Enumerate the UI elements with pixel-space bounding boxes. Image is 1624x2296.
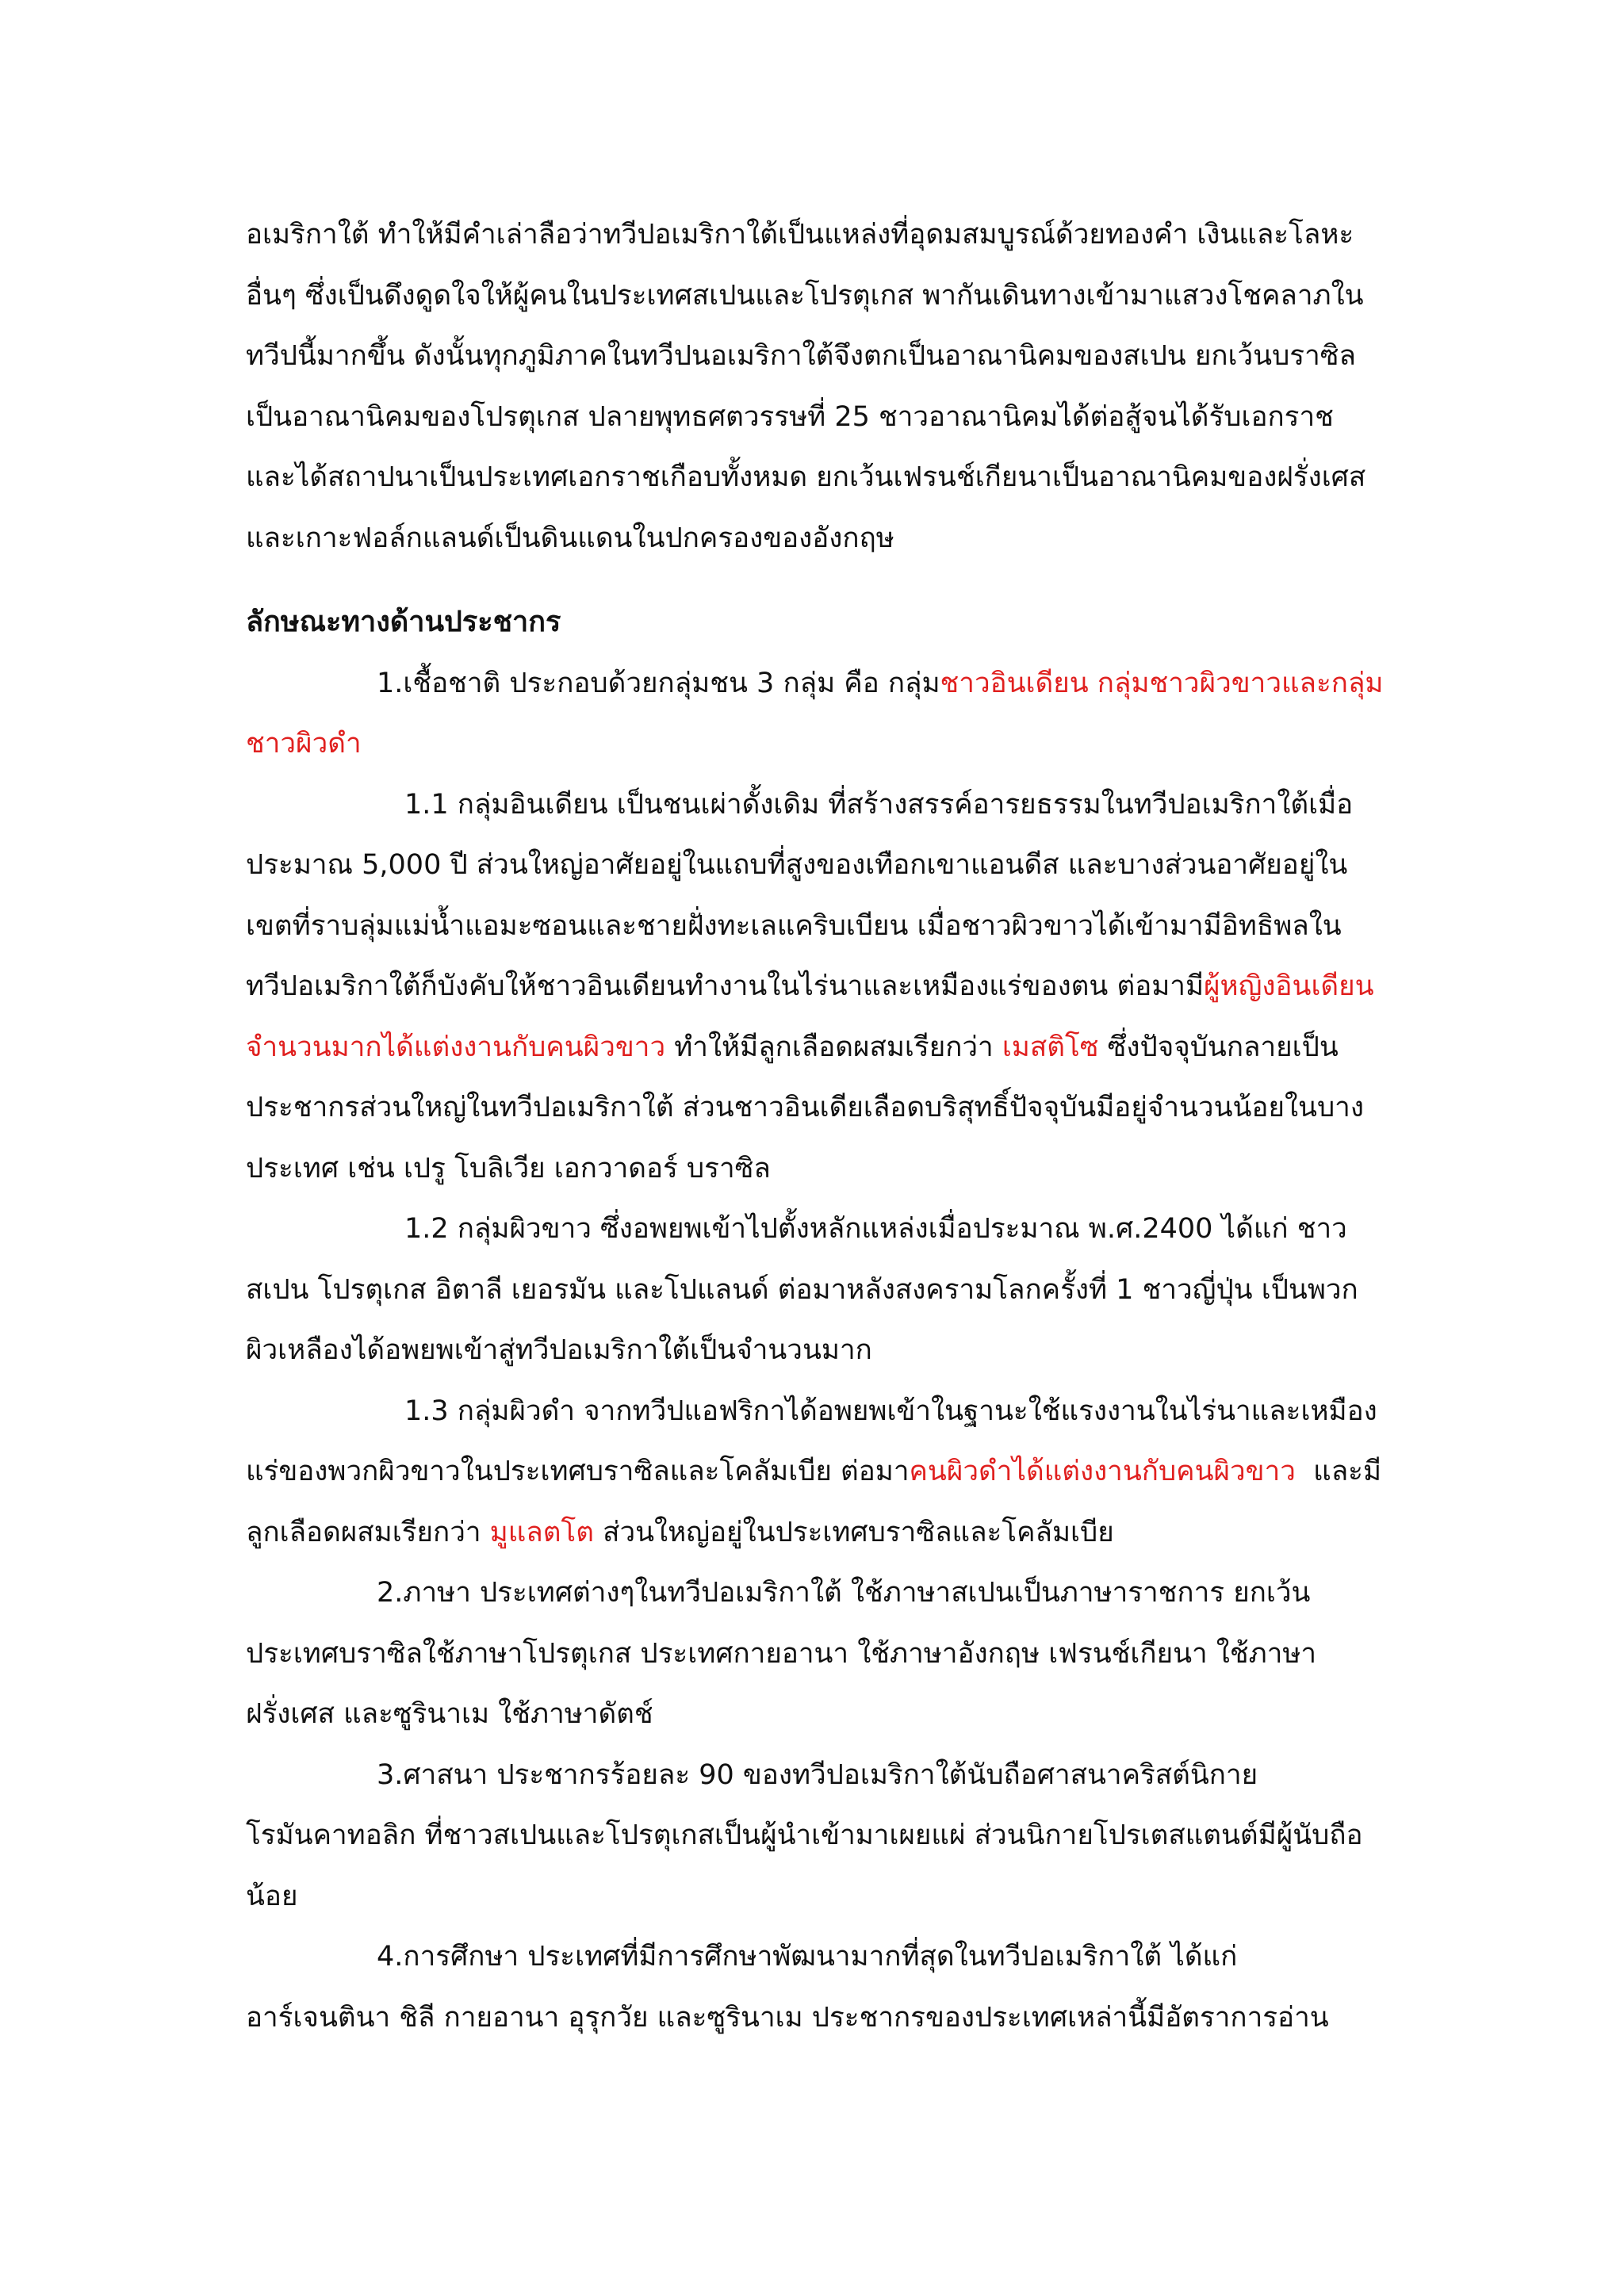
text-span: และมี xyxy=(1295,1456,1382,1487)
text-span: ทำให้มีลูกเลือดผสมเรียกว่า xyxy=(665,1031,1002,1063)
text-line xyxy=(246,1441,1386,1502)
text-line: ทวีปนี้มากขึ้น ดังนั้นทุกภูมิภาคในทวีปนอเมริกาใต้จึงตกเป็นอาณานิคมของสเปน ยกเว้นบราซิล xyxy=(246,340,1356,372)
text-line: ประชากรส่วนใหญ่ในทวีปอเมริกาใต้ ส่วนชาวอินเดียเลือดบริสุทธิ์ปัจจุบันมีอยู่จำนวนน้อยในบาง xyxy=(246,1092,1364,1123)
paragraph-indian-group xyxy=(246,775,1386,1200)
text-line: ผิวเหลืองได้อพยพเข้าสู่ทวีปอเมริกาใต้เป็นจำนวนมาก xyxy=(246,1334,872,1366)
text-line: อเมริกาใต้ ทำให้มีคำเล่าลือว่าทวีปอเมริกาใต้เป็นแหล่งที่อุดมสมบูรณ์ด้วยทองคำ เงินและโลหะ xyxy=(246,219,1354,251)
highlighted-text: ชาวผิวดำ xyxy=(246,728,362,760)
text-line: โรมันคาทอลิก ที่ชาวสเปนและโปรตุเกสเป็นผู้นำเข้ามาเผยแผ่ ส่วนนิกายโปรเตสแตนต์มีผู้นับถือ xyxy=(246,1820,1363,1851)
text-span: 1.เชื้อชาติ ประกอบด้วยกลุ่มชน 3 กลุ่ม คือ กลุ่ม xyxy=(377,667,940,699)
text-line: น้อย xyxy=(246,1880,298,1912)
text-line: ประเทศบราซิลใช้ภาษาโปรตุเกส ประเทศกายอานา ใช้ภาษาอังกฤษ เฟรนช์เกียนา ใช้ภาษา xyxy=(246,1637,1317,1670)
text-span: แร่ของพวกผิวขาวในประเทศบราซิลและโคลัมเบีย ต่อมา xyxy=(246,1456,910,1487)
paragraph-language xyxy=(246,1563,1386,1745)
section-heading: ลักษณะทางด้านประชากร xyxy=(246,606,561,638)
text-line: 1.2 กลุ่มผิวขาว ซึ่งอพยพเข้าไปตั้งหลักแหล่งเมื่อประมาณ พ.ศ.2400 ได้แก่ ชาว xyxy=(404,1213,1347,1245)
text-line xyxy=(246,1502,1386,1563)
text-line: 1.1 กลุ่มอินเดียน เป็นชนเผ่าดั้งเดิม ที่สร้างสรรค์อารยธรรมในทวีปอเมริกาใต้เมื่อ xyxy=(404,788,1354,821)
text-line: เป็นอาณานิคมของโปรตุเกส ปลายพุทธศตวรรษที่ 25 ชาวอาณานิคมได้ต่อสู้จนได้รับเอกราช xyxy=(246,400,1334,433)
text-span: ลูกเลือดผสมเรียกว่า xyxy=(246,1516,490,1548)
text-line xyxy=(246,714,1386,775)
paragraph-white-group xyxy=(246,1199,1386,1381)
text-line: เขตที่ราบลุ่มแม่น้ำแอมะซอนและชายฝั่งทะเลแคริบเบียน เมื่อชาวผิวขาวได้เข้ามามีอิทธิพลใน xyxy=(246,909,1342,942)
text-line: ประเทศ เช่น เปรู โบลิเวีย เอกวาดอร์ บราซิล xyxy=(246,1152,771,1184)
paragraph-ethnicity xyxy=(246,653,1386,775)
intro-paragraph xyxy=(246,205,1386,568)
paragraph-religion xyxy=(246,1745,1386,1927)
text-line: อาร์เจนตินา ชิลี กายอานา อุรุกวัย และซูรินาเม ประชากรของประเทศเหล่านี้มีอัตราการอ่าน xyxy=(246,2001,1329,2034)
paragraph-education xyxy=(246,1927,1386,2048)
text-span: ทวีปอเมริกาใต้ก็บังคับให้ชาวอินเดียนทำงานในไร่นาและเหมืองแร่ของตน ต่อมามี xyxy=(246,970,1205,1002)
text-line xyxy=(246,956,1386,1017)
text-line: 2.ภาษา ประเทศต่างๆในทวีปอเมริกาใต้ ใช้ภาษาสเปนเป็นภาษาราชการ ยกเว้น xyxy=(377,1577,1311,1609)
text-line xyxy=(246,1017,1386,1078)
highlighted-text: ผู้หญิงอินเดียน xyxy=(1204,970,1374,1002)
text-line: 1.3 กลุ่มผิวดำ จากทวีปแอฟริกาได้อพยพเข้าในฐานะใช้แรงงานในไร่นาและเหมือง xyxy=(404,1395,1377,1427)
highlighted-text: คนผิวดำได้แต่งงานกับคนผิวขาว xyxy=(909,1456,1296,1487)
text-span: ซึ่งปัจจุบันกลายเป็น xyxy=(1098,1031,1339,1063)
text-line: 3.ศาสนา ประชากรร้อยละ 90 ของทวีปอเมริกาใต้นับถือศาสนาคริสต์นิกาย xyxy=(377,1758,1258,1791)
highlighted-text: มูแลตโต xyxy=(489,1516,594,1548)
text-line: อื่นๆ ซึ่งเป็นดึงดูดใจให้ผู้คนในประเทศสเปนและโปรตุเกส พากันเดินทางเข้ามาแสวงโชคลาภใน xyxy=(246,279,1364,312)
text-span: ส่วนใหญ่อยู่ในประเทศบราซิลและโคลัมเบีย xyxy=(593,1516,1114,1548)
text-line: 4.การศึกษา ประเทศที่มีการศึกษาพัฒนามากที่สุดในทวีปอเมริกาใต้ ได้แก่ xyxy=(377,1941,1238,1973)
text-line: สเปน โปรตุเกส อิตาลี เยอรมัน และโปแลนด์ ต่อมาหลังสงครามโลกครั้งที่ 1 ชาวญี่ปุ่น เป็นพวก xyxy=(246,1273,1358,1306)
text-line xyxy=(246,653,1386,714)
text-line: และเกาะฟอล์กแลนด์เป็นดินแดนในปกครองของอังกฤษ xyxy=(246,522,894,554)
highlighted-text: ชาวอินเดียน กลุ่มชาวผิวขาวและกลุ่ม xyxy=(940,667,1384,699)
paragraph-black-group xyxy=(246,1381,1386,1563)
highlighted-text: เมสติโซ xyxy=(1002,1031,1099,1063)
text-line: และได้สถาปนาเป็นประเทศเอกราชเกือบทั้งหมด ยกเว้นเฟรนช์เกียนาเป็นอาณานิคมของฝรั่งเศส xyxy=(246,461,1366,493)
text-line: ฝรั่งเศส และซูรินาเม ใช้ภาษาดัตช์ xyxy=(246,1698,653,1730)
highlighted-text: จำนวนมากได้แต่งงานกับคนผิวขาว xyxy=(246,1031,666,1063)
text-line: ประมาณ 5,000 ปี ส่วนใหญ่อาศัยอยู่ในแถบที่สูงของเทือกเขาแอนดีส และบางส่วนอาศัยอยู่ใน xyxy=(246,849,1348,881)
